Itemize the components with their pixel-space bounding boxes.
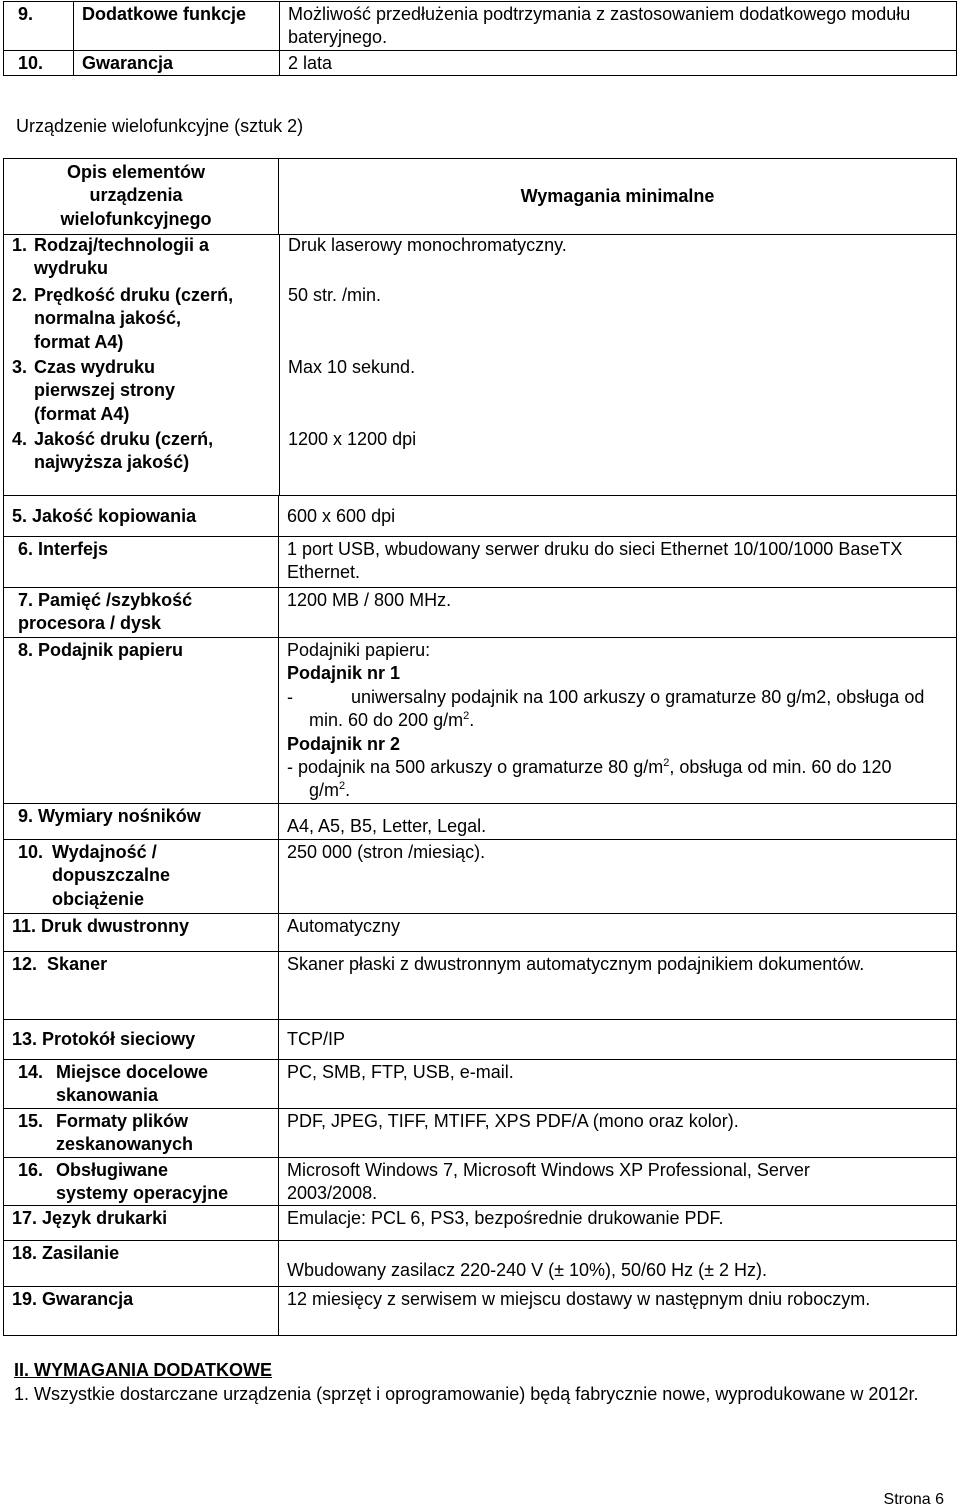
table-row — [4, 803, 957, 839]
row-value: TCP/IP — [279, 1019, 957, 1059]
spec-header-left: Opis elementów urządzenia wielofunkcyjnego — [4, 159, 279, 235]
row-value: PDF, JPEG, TIFF, MTIFF, XPS PDF/A (mono oraz kolor). — [279, 1108, 957, 1157]
row-label: 17. Język drukarki — [4, 1206, 279, 1241]
row-label: 8. Podajnik papieru — [4, 638, 279, 804]
row-value: 2 lata — [280, 50, 957, 75]
spec-group-labels — [4, 234, 279, 478]
spec-value: Druk laserowy monochromatyczny. — [288, 235, 567, 255]
feeder-intro: Podajniki papieru: — [287, 640, 431, 660]
list-item: 3. Czas wydruku pierwszej strony (format A4) — [12, 357, 176, 424]
table-row — [4, 1241, 957, 1287]
spec-value: 50 str. /min. — [288, 285, 382, 305]
feeder-2-text: - podajnik na 500 arkuszy o gramaturze 80 $g/m^2$, obsługa od min. 60 do 120 $g/m^2$. — [287, 756, 892, 801]
spec-group-divider — [279, 234, 280, 495]
row-name: Gwarancja — [74, 50, 280, 75]
table-row — [4, 50, 957, 75]
row-value: Automatyczny — [279, 913, 957, 951]
table-row — [4, 839, 957, 913]
feeder-1-text: - uniwersalny podajnik na 100 arkuszy o gramaturze 80 g/m2, obsługa od min. 60 do 200 $g/m^2$. — [287, 686, 925, 731]
spec-value: 1200 x 1200 dpi — [288, 429, 417, 449]
table-row — [4, 1108, 957, 1157]
row-label: 7. Pamięć /szybkość procesora / dysk — [4, 588, 279, 638]
row-value — [279, 638, 957, 804]
additional-item: 1. Wszystkie dostarczane urządzenia (sprzęt i oprogramowanie) będą fabrycznie nowe, wyprodukowane w 2012r. — [14, 1384, 919, 1404]
row-number: 9. — [4, 2, 74, 51]
section-title: Urządzenie wielofunkcyjne (sztuk 2) — [16, 116, 304, 136]
row-label: 5. Jakość kopiowania — [4, 496, 279, 537]
list-item: 2. Prędkość druku (czerń, normalna jakość, format A4) — [12, 285, 234, 352]
table-row — [4, 537, 957, 588]
table-row — [4, 496, 957, 537]
table-row — [4, 638, 957, 804]
spec-value: Max 10 sekund. — [288, 357, 416, 377]
row-number: 10. — [4, 50, 74, 75]
row-value: 600 x 600 dpi — [279, 496, 957, 537]
row-label: 9. Wymiary nośników — [4, 803, 279, 839]
table-row — [4, 588, 957, 638]
page-number: Strona 6 — [883, 1491, 944, 1507]
spec-table — [3, 158, 957, 235]
table-row — [4, 1157, 957, 1206]
table-row — [4, 1019, 957, 1059]
row-value: Skaner płaski z dwustronnym automatycznym podajnikiem dokumentów. — [279, 951, 957, 1019]
table-row — [4, 951, 957, 1019]
spec-header-row — [4, 159, 957, 235]
row-value: Wbudowany zasilacz 220-240 V (± 10%), 50/60 Hz (± 2 Hz). — [279, 1241, 957, 1287]
row-label: 11. Druk dwustronny — [4, 913, 279, 951]
row-label: 6. Interfejs — [4, 537, 279, 588]
row-label: 19. Gwarancja — [4, 1287, 279, 1336]
additional-title: II. WYMAGANIA DODATKOWE — [14, 1360, 272, 1380]
row-label: 16. Obsługiwane systemy operacyjne — [4, 1157, 279, 1206]
row-label: 15. Formaty plików zeskanowanych — [4, 1108, 279, 1157]
feeder-1-title: Podajnik nr 1 — [287, 663, 401, 684]
row-label: 18. Zasilanie — [4, 1241, 279, 1287]
row-value: PC, SMB, FTP, USB, e-mail. — [279, 1059, 957, 1108]
table-row — [4, 1287, 957, 1336]
row-label: 14. Miejsce docelowe skanowania — [4, 1059, 279, 1108]
row-value: Microsoft Windows 7, Microsoft Windows XP Professional, Server 2003/2008. — [279, 1157, 957, 1206]
spec-header-right: Wymagania minimalne — [279, 159, 957, 235]
row-value: Możliwość przedłużenia podtrzymania z zastosowaniem dodatkowego modułu bateryjnego. — [280, 2, 957, 51]
row-value: 1 port USB, wbudowany serwer druku do sieci Ethernet 10/100/1000 BaseTX Ethernet. — [279, 537, 957, 588]
list-item: 1. Rodzaj/technologii a wydruku — [12, 235, 210, 279]
row-value: 250 000 (stron /miesiąc). — [279, 839, 957, 913]
spec-group — [3, 234, 957, 495]
feeder-2-title: Podajnik nr 2 — [287, 733, 401, 754]
table-row — [4, 1059, 957, 1108]
row-name: Dodatkowe funkcje — [74, 2, 280, 51]
list-item: 4. Jakość druku (czerń, najwyższa jakość) — [12, 429, 214, 473]
row-value: 12 miesięcy z serwisem w miejscu dostawy w następnym dniu roboczym. — [279, 1287, 957, 1336]
table-row — [4, 1206, 957, 1241]
row-value: A4, A5, B5, Letter, Legal. — [279, 803, 957, 839]
spec-group-values — [288, 234, 567, 451]
row-value: 1200 MB / 800 MHz. — [279, 588, 957, 638]
row-label: 10. Wydajność / dopuszczalne obciążenie — [4, 839, 279, 913]
top-table — [3, 1, 957, 76]
spec-table-rest — [3, 495, 957, 1336]
row-label: 13. Protokół sieciowy — [4, 1019, 279, 1059]
row-label: 12. Skaner — [4, 951, 279, 1019]
row-value: Emulacje: PCL 6, PS3, bezpośrednie drukowanie PDF. — [279, 1206, 957, 1241]
table-row — [4, 913, 957, 951]
table-row — [4, 2, 957, 51]
